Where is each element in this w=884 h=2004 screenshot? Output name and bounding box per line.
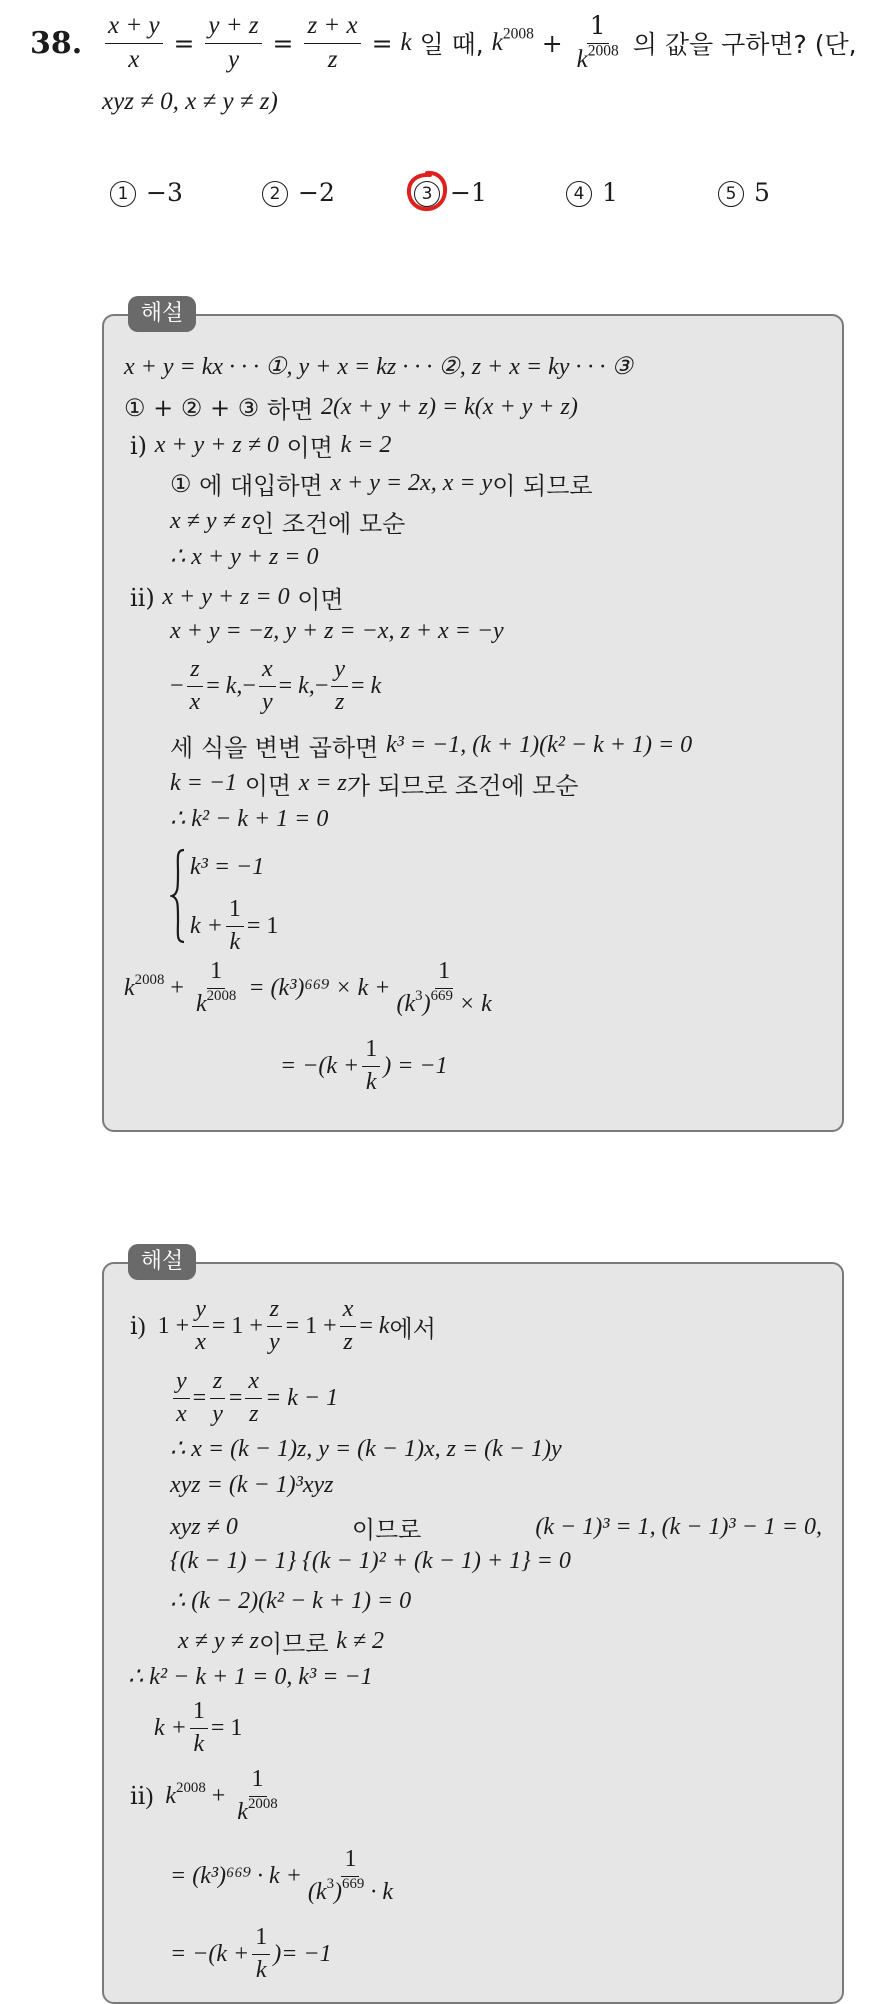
question-condition: xyz ≠ 0, x ≠ y ≠ z)	[102, 88, 278, 115]
solution1-line: $k^{2008}$ + $\frac{1}{k^{2008}}$ = (k³)⁶⁶⁹ × k + $\frac{1}{(k^3)^{669} \times k}$	[124, 958, 492, 1017]
solution2-line: xyz ≠ 0 이므로 (k − 1)³ = 1, (k − 1)³ − 1 = 0,	[170, 1514, 822, 1544]
choice-number: 4	[566, 181, 592, 207]
red-circle-mark-icon	[404, 168, 450, 214]
choice-1[interactable]	[110, 178, 183, 207]
solution1-line: k + $\frac{1}{k}$ = 1	[190, 896, 279, 955]
solution1-fractions-line: − $\frac{z}{x}$ = k, − $\frac{x}{y}$ = k, − $\frac{y}{z}$ = k	[170, 656, 382, 715]
solution1-line: ∴ x + y + z = 0	[170, 544, 319, 570]
solution2-line: = (k³)⁶⁶⁹ · k + $\frac{1}{(k^3)^{669} \cdot k}$	[170, 1846, 393, 1905]
answer-choices	[110, 178, 830, 218]
solution1-line: ① 에 대입하면 x + y = 2x, x = y 이 되므로	[170, 469, 593, 500]
choice-value: −2	[298, 178, 335, 207]
question-when: 일 때,	[419, 30, 484, 60]
choice-number: 2	[262, 181, 288, 207]
choice-2[interactable]	[262, 178, 335, 207]
solution2-line: ∴ (k − 2)(k² − k + 1) = 0	[170, 1588, 412, 1614]
choice-3[interactable]	[414, 178, 487, 207]
solution1-line: x ≠ y ≠ z 인 조건에 모순	[170, 508, 406, 538]
solution2-line: {(k − 1) − 1} {(k − 1)² + (k − 1) + 1} = 0	[170, 1548, 571, 1574]
solution2-line: ⅱ) $k^{2008}$ + $\frac{1}{k^{2008}}$	[130, 1766, 278, 1825]
solution2-line: ∴ k² − k + 1 = 0, k³ = −1	[128, 1664, 373, 1690]
solution2-line: ∴ x = (k − 1)z, y = (k − 1)x, z = (k − 1)y	[170, 1436, 562, 1462]
solution1-line: x + y = −z, y + z = −x, z + x = −y	[170, 618, 504, 644]
solution2-line: ⅰ) 1 + $\frac{y}{x}$ = 1 + $\frac{z}{y}$ = 1 + $\frac{x}{z}$ = k 에서	[130, 1296, 436, 1355]
question-equation: $\frac{x + y}{x}$ = $\frac{y + z}{y}$ = $\frac{z + x}{z}$ = k 일 때, $k^{2008}$ + $\frac{1}{k^{2008}}$ 의 값을 구하면? (단,	[102, 12, 857, 75]
choice-value: −1	[450, 178, 487, 207]
solution2-line: x ≠ y ≠ z 이므로 k ≠ 2	[178, 1628, 385, 1658]
solution1-line: ∴ k² − k + 1 = 0	[170, 806, 329, 832]
choice-number: 1	[110, 181, 136, 207]
left-brace-icon	[170, 848, 186, 944]
solution1-line: k = −1 이면 x = z 가 되므로 조건에 모순	[170, 770, 579, 800]
solution2-line: $\frac{y}{x}$ = $\frac{z}{y}$ = $\frac{x}{z}$ = k − 1	[170, 1368, 338, 1428]
choice-number: 3	[414, 181, 440, 207]
choice-value: 1	[602, 178, 618, 207]
solution1-line: = −(k + $\frac{1}{k}$ ) = −1	[280, 1036, 448, 1095]
choice-number: 5	[718, 181, 744, 207]
choice-value: 5	[754, 178, 770, 207]
solution1-line: ① + ② + ③ 하면 2(x + y + z) = k(x + y + z)	[124, 393, 578, 424]
solution1-line: 세 식을 변변 곱하면 k³ = −1, (k + 1)(k² − k + 1) = 0	[170, 732, 693, 762]
solution-tag-2: 해설	[128, 1244, 196, 1280]
solution1-line: k³ = −1	[190, 854, 265, 880]
solution1-line: ⅰ) x + y + z ≠ 0 이면 k = 2	[130, 431, 392, 462]
choice-5[interactable]	[718, 178, 770, 207]
question-number: 38.	[30, 26, 83, 61]
question-ask: 의 값을 구하면? (단,	[632, 30, 857, 60]
solution2-line: = −(k + $\frac{1}{k}$ )= −1	[170, 1924, 332, 1983]
solution2-line: k + $\frac{1}{k}$ = 1	[154, 1698, 243, 1757]
solution2-line: xyz = (k − 1)³xyz	[170, 1472, 334, 1498]
choice-value: −3	[146, 178, 183, 207]
solution-tag-1: 해설	[128, 296, 196, 332]
solution1-line: x + y = kx · · · ①, y + x = kz · · · ②, z + x = ky · · · ③	[124, 354, 633, 380]
solution1-line: ⅱ) x + y + z = 0 이면	[130, 583, 344, 614]
choice-4[interactable]	[566, 178, 618, 207]
